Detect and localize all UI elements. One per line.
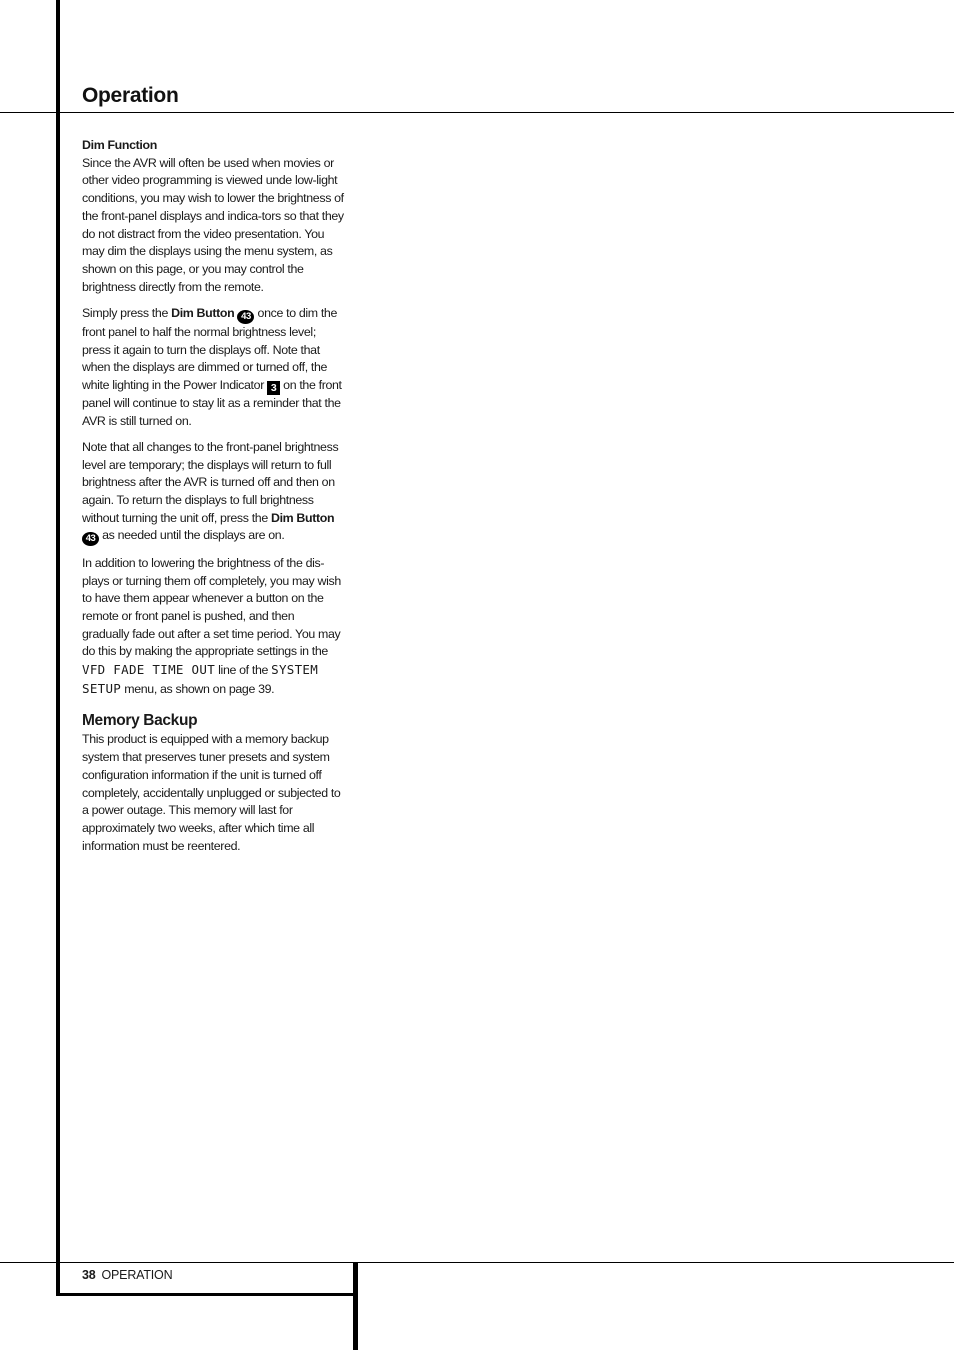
power-indicator-number-icon: 3 [267,381,280,395]
system-setup-label: SYSTEM SETUP [82,662,319,696]
page-footer [82,1268,172,1282]
page-title: Operation [82,84,179,107]
footer-section-label: OPERATION [101,1268,173,1282]
dim-p4-text-c: menu, as shown on page 39. [121,681,275,696]
dim-button-label: Dim Button [171,305,235,320]
dim-function-text-1: Since the AVR will often be used when movies or other video programming is viewed unde low-light conditions, you may wish to lower the brightness of the front-panel displays and indica-tors so that they do not distract from the video presentation. You may dim the displays using the menu system, as shown on this page, or you may control the brightness directly from the remote. [82,155,344,294]
dim-p3-text-b: as needed until the displays are on. [99,528,285,543]
vfd-fade-time-out-label: VFD FADE TIME OUT [82,662,216,678]
dim-button-number-icon: 43 [237,310,254,324]
memory-backup-heading: Memory Backup [82,712,198,730]
footer-rule [0,1262,954,1263]
dim-function-heading: Dim Function [82,138,157,152]
footer-box-bottom-rule [56,1293,358,1296]
dim-p3-text-a: Note that all changes to the front-panel brightness level are temporary; the displays will return to full brightness after the AVR is turned off and then on again. To return the displays to full brightness without turning the unit off, press the [82,439,339,525]
dim-function-paragraph-1 [82,137,344,296]
left-margin-rule [56,0,60,1296]
dim-function-paragraph-3 [82,439,344,547]
dim-function-paragraph-2 [82,305,344,431]
page-number: 38 [82,1268,96,1282]
text-column [82,137,344,864]
dim-button-label-2: Dim Button [270,510,335,525]
memory-backup-paragraph: This product is equipped with a memory backup system that preserves tuner presets and system configuration information if the unit is turned off completely, accidentally unplugged or subjected to a power outage. This memory will last for approximately two weeks, after which time all information must be reentered. [82,732,341,853]
dim-p2-text-a: Simply press the [82,305,172,320]
footer-vertical-rule [353,1262,358,1350]
dim-p2-text-b: once to dim the front panel to half the normal brightness level; press it again to turn the displays off. Note that when the displays are dimmed or turned off, the white lighting in the Power Indicator [82,305,338,392]
header-rule [0,112,954,113]
dim-p4-text-b: line of the [215,663,272,678]
dim-p2-text-c: on the front panel will continue to stay lit as a reminder that the AVR is still turned on. [82,377,342,428]
dim-function-paragraph-4 [82,555,344,699]
dim-button-number-icon-2: 43 [82,532,99,546]
dim-p4-text-a: In addition to lowering the brightness of the dis-plays or turning them off completely, you may wish to have them appear whenever a button on the remote or front panel is pushed, and then gradually fade out after a set time period. You may do this by making the appropriate settings in the [82,555,341,659]
